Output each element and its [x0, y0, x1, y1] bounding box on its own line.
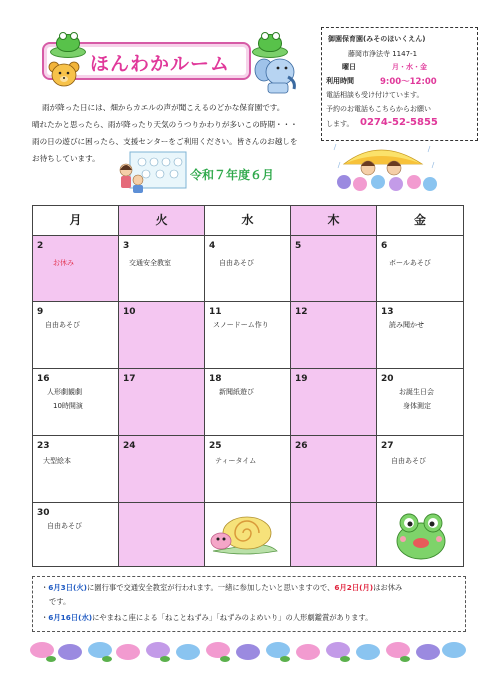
note-1-tail: はお休み [373, 583, 403, 592]
day-cell [291, 503, 377, 567]
reserve-text-2: します。 [326, 120, 354, 128]
hours-label: 利用時間 [326, 77, 354, 85]
note-1: ・6月3日(火)に園行事で交通安全教室が行われます。一緒に参加したいと思いますので、6月2日(月)はお休み [41, 583, 403, 592]
day-number: 11 [209, 307, 222, 317]
day-event-2: 身体測定 [403, 402, 431, 410]
bear-icon [47, 60, 81, 90]
day-cell [119, 503, 205, 567]
day-cell [377, 302, 464, 369]
day-cell [377, 503, 464, 567]
address: 藤岡市浄法寺 1147-1 [348, 50, 418, 58]
header-fri: 金 [377, 206, 464, 236]
day-number: 16 [37, 374, 50, 384]
day-number: 25 [209, 441, 222, 451]
day-cell [291, 236, 377, 302]
day-cell [205, 302, 291, 369]
day-event: 自由あそび [219, 259, 254, 267]
day-event: 新聞紙遊び [219, 388, 254, 396]
day-number: 17 [123, 374, 136, 384]
note-2: ・6月16日(水)にやまねこ座による「ねことねずみ」「ねずみのよめいり」の人形劇鑑賞があります。 [41, 613, 373, 622]
calendar-grid [32, 205, 464, 567]
day-number: 30 [37, 508, 50, 518]
day-event: お誕生日会 [399, 388, 434, 396]
frog-icon [258, 34, 282, 52]
day-event: ボールあそび [389, 259, 431, 267]
day-cell [205, 436, 291, 503]
day-event: 自由あそび [391, 457, 426, 465]
intro-line-3: 雨の日の遊びに困ったら、支援センターをご利用ください。皆さんのお越しを [32, 137, 298, 146]
day-number: 19 [295, 374, 308, 384]
day-cell [119, 436, 205, 503]
header-wed: 水 [205, 206, 291, 236]
day-number: 27 [381, 441, 394, 451]
intro-line-2: 晴れたかと思ったら、雨が降ったり天気のうつりかわりが多いこの時期・・・ [32, 120, 298, 129]
elephant-icon [254, 55, 300, 95]
intro-line-1: 雨が降った日には、畑からカエルの声が聞こえるのどかな保育園です。 [42, 103, 285, 112]
day-cell [205, 503, 291, 567]
month-title: 令和７年度６月 [190, 168, 275, 182]
day-number: 2 [37, 241, 44, 251]
children-window-illustration [116, 150, 188, 194]
day-number: 5 [295, 241, 302, 251]
frog-icon [56, 34, 80, 52]
note-1-date: 6月3日(火) [48, 583, 88, 592]
day-event: 人形劇観劇 [47, 388, 82, 396]
header-thu: 木 [291, 206, 377, 236]
frog-icon [393, 509, 449, 561]
day-cell [205, 236, 291, 302]
day-number: 9 [37, 307, 44, 317]
day-event: ティータイム [215, 457, 257, 465]
day-event: 大型絵本 [43, 457, 71, 465]
hydrangea-border [30, 638, 466, 668]
note-2-date: 6月16日(水) [48, 613, 93, 622]
day-cell [291, 436, 377, 503]
nursery-name: 御園保育園(みそのほいくえん) [328, 35, 426, 43]
day-cell [377, 236, 464, 302]
note-2-text: にやまねこ座による「ねことねずみ」「ねずみのよめいり」の人形劇鑑賞があります。 [92, 613, 373, 622]
days-value: 月・水・金 [392, 63, 427, 71]
umbrella-children-illustration [330, 142, 442, 192]
header-mon: 月 [33, 206, 119, 236]
day-cell [33, 369, 119, 436]
header-tue: 火 [119, 206, 205, 236]
day-cell [205, 369, 291, 436]
day-cell [119, 302, 205, 369]
day-cell [291, 302, 377, 369]
day-cell [33, 436, 119, 503]
day-number: 4 [209, 241, 216, 251]
day-cell [33, 302, 119, 369]
day-number: 3 [123, 241, 130, 251]
day-cell [119, 236, 205, 302]
day-cell [377, 369, 464, 436]
day-event: お休み [53, 259, 74, 267]
day-number: 18 [209, 374, 222, 384]
day-event: 自由あそび [47, 522, 82, 530]
day-number: 20 [381, 374, 394, 384]
day-number: 26 [295, 441, 308, 451]
day-event: 読み聞かせ [389, 321, 424, 329]
day-cell [33, 236, 119, 302]
hours-value: 9:00～12:00 [380, 77, 437, 87]
day-number: 23 [37, 441, 50, 451]
consult-text: 電話相談も受け付けています。 [326, 91, 424, 99]
info-box [321, 27, 478, 141]
day-number: 13 [381, 307, 394, 317]
day-event: 自由あそび [45, 321, 80, 329]
day-event: スノードーム作り [213, 321, 269, 329]
day-event-2: 10時開演 [53, 402, 83, 410]
day-cell [119, 369, 205, 436]
intro-line-4: お待ちしています。 [32, 154, 100, 163]
phone-number: 0274-52-5855 [360, 117, 438, 128]
day-cell [291, 369, 377, 436]
notes-box [32, 576, 466, 632]
reserve-text: 予約のお電話もこちらからお願い [326, 105, 431, 113]
day-cell [33, 503, 119, 567]
day-number: 10 [123, 307, 136, 317]
day-event: 交通安全教室 [129, 259, 171, 267]
days-label: 曜日 [342, 63, 356, 71]
day-number: 6 [381, 241, 388, 251]
day-number: 24 [123, 441, 136, 451]
page-title: ほんわかルーム [90, 53, 231, 75]
snail-icon [209, 513, 281, 557]
day-number: 12 [295, 307, 308, 317]
day-cell [377, 436, 464, 503]
note-1-text: に園行事で交通安全教室が行われます。一緒に参加したいと思いますので、 [87, 583, 335, 592]
note-1-holiday-date: 6月2日(月) [334, 583, 374, 592]
note-1-cont: です。 [49, 597, 71, 606]
